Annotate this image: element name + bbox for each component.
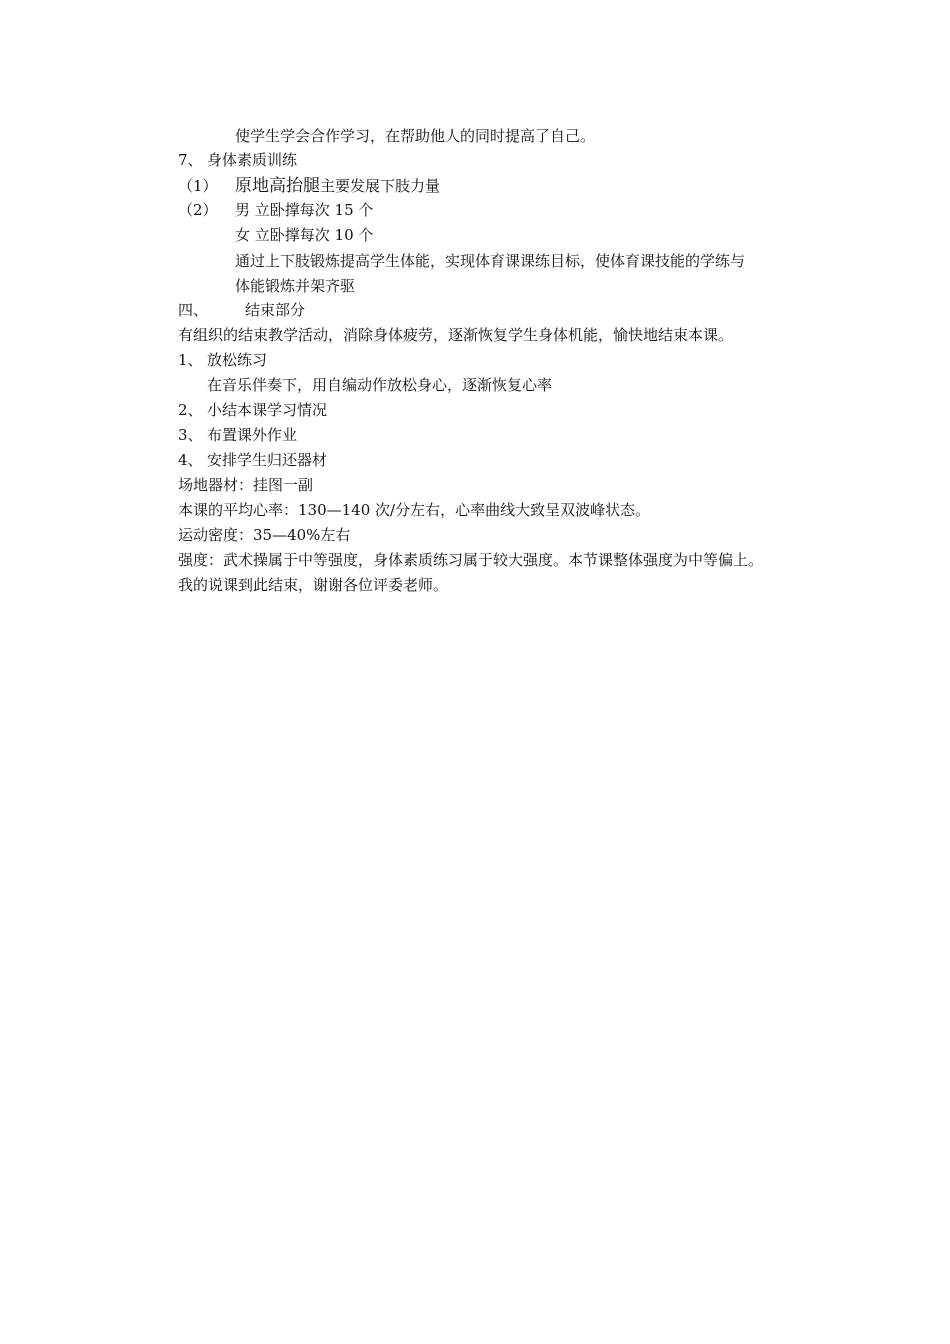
item-number: 7、 [178, 151, 203, 169]
item-number: 1、 [178, 351, 203, 369]
list-item [178, 399, 327, 421]
list-item [178, 349, 267, 371]
heading-number: 四、 [178, 301, 209, 319]
heading-text: 结束部分 [245, 301, 306, 319]
item-text: 主要发展下肢力量 [320, 177, 441, 195]
text-line: 运动密度：35—40%左右 [178, 526, 351, 544]
section-heading-4 [178, 299, 305, 321]
item-emphasis: 原地高抬腿 [235, 176, 320, 196]
text-line: 本课的平均心率：130—140 次/分左右，心率曲线大致呈双波峰状态。 [178, 501, 651, 519]
sub-item-2 [178, 199, 373, 221]
sub-item-1 [178, 175, 440, 197]
item-text: 放松练习 [207, 351, 268, 369]
text-line: 体能锻炼并架齐驱 [235, 277, 356, 295]
text-line: 使学生学会合作学习，在帮助他人的同时提高了自己。 [235, 127, 596, 145]
item-number: （2） [178, 201, 218, 219]
text-line: 场地器材：挂图一副 [178, 476, 314, 494]
text-line: 女 立卧撑每次 10 个 [235, 226, 374, 244]
item-text: 身体素质训练 [207, 151, 298, 169]
list-item [178, 424, 297, 446]
item-text: 男 立卧撑每次 15 个 [235, 201, 374, 219]
text-line: 通过上下肢锻炼提高学生体能，实现体育课课练目标，使体育课技能的学练与 [235, 252, 746, 270]
item-number: 3、 [178, 426, 203, 444]
item-number: （1） [178, 177, 218, 195]
item-text: 安排学生归还器材 [207, 451, 328, 469]
section-item-7 [178, 149, 297, 171]
list-item [178, 449, 327, 471]
item-number: 2、 [178, 401, 203, 419]
text-line: 强度：武术操属于中等强度，身体素质练习属于较大强度。本节课整体强度为中等偏上。 [178, 551, 764, 569]
item-text: 布置课外作业 [207, 426, 298, 444]
text-line: 有组织的结束教学活动，消除身体疲劳，逐渐恢复学生身体机能，愉快地结束本课。 [178, 326, 734, 344]
item-number: 4、 [178, 451, 203, 469]
text-line: 在音乐伴奏下，用自编动作放松身心，逐渐恢复心率 [207, 376, 553, 394]
text-line: 我的说课到此结束，谢谢各位评委老师。 [178, 576, 449, 594]
item-text: 小结本课学习情况 [207, 401, 328, 419]
